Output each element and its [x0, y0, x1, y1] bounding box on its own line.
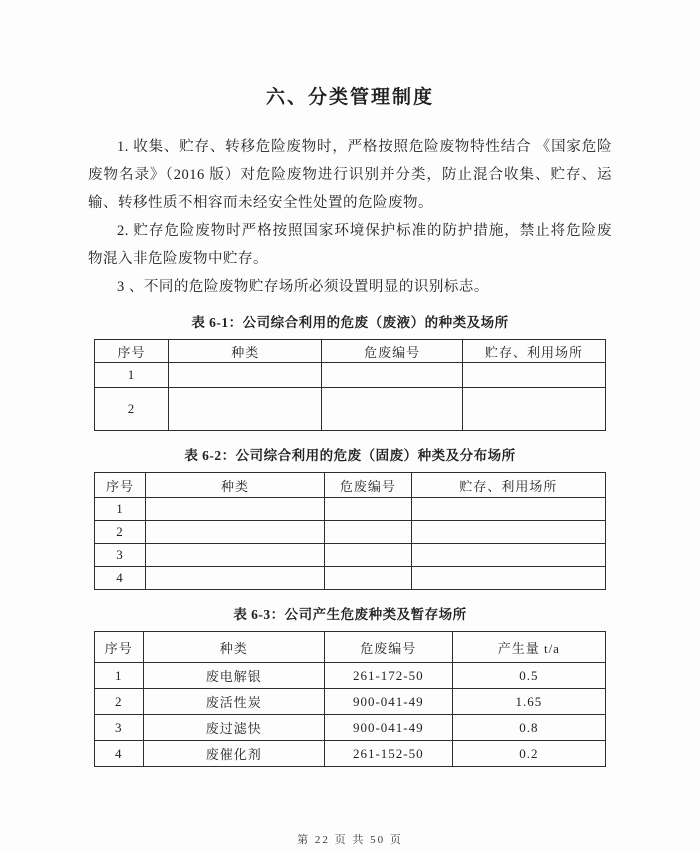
table-cell: 900-041-49: [324, 689, 452, 715]
table-cell: 1: [95, 363, 169, 388]
table-6-3-caption: 表 6-3：公司产生危废种类及暂存场所: [233, 607, 467, 622]
table-6-1-caption: 表 6-1：公司综合利用的危废（废液）的种类及场所: [191, 315, 509, 330]
table-6-1: [94, 339, 606, 431]
table-cell: [411, 567, 605, 590]
page-number: 第 22 页 共 50 页: [297, 834, 403, 846]
table-row: [95, 663, 606, 689]
table-cell: 2: [95, 521, 146, 544]
table-cell: 1.65: [452, 689, 605, 715]
table-cell: 0.8: [452, 715, 605, 741]
column-header: 种类: [169, 340, 322, 363]
column-header: 危废编号: [324, 632, 452, 663]
column-header: 危废编号: [322, 340, 463, 363]
table-cell: 2: [95, 388, 169, 431]
column-header: 危废编号: [324, 473, 411, 498]
table-cell: 3: [95, 544, 146, 567]
table-cell: 1: [95, 498, 146, 521]
paragraph-3: 3 、不同的危险废物贮存场所必须设置明显的识别标志。: [117, 279, 489, 295]
table-6-3: [94, 631, 606, 767]
table-row: [95, 544, 606, 567]
table-row: [95, 715, 606, 741]
table-cell: [462, 388, 605, 431]
table-cell: [411, 498, 605, 521]
paragraph-1: 1. 收集、贮存、转移危险废物时，严格按照危险废物特性结合 《国家危险废物名录》（2016 版）对危险废物进行识别并分类，防止混合收集、贮存、运输、转移性质不相容而未经安全性处置的危险废物。: [88, 139, 612, 211]
table-cell: [146, 498, 325, 521]
table-6-2: [94, 472, 606, 590]
table-cell: [324, 498, 411, 521]
column-header: 序号: [95, 473, 146, 498]
table-cell: 0.5: [452, 663, 605, 689]
table-header-row: [95, 473, 606, 498]
table-cell: 900-041-49: [324, 715, 452, 741]
column-header: 序号: [95, 632, 144, 663]
page-title: 六、分类管理制度: [265, 87, 434, 108]
table-cell: 4: [95, 741, 144, 767]
table-cell: 废电解银: [143, 663, 324, 689]
table-cell: 0.2: [452, 741, 605, 767]
table-row: [95, 363, 606, 388]
table-cell: [146, 544, 325, 567]
column-header: 贮存、利用场所: [462, 340, 605, 363]
table-cell: 1: [95, 663, 144, 689]
table-cell: 261-172-50: [324, 663, 452, 689]
table-cell: 废活性炭: [143, 689, 324, 715]
table-6-2-caption: 表 6-2：公司综合利用的危废（固废）种类及分布场所: [184, 448, 516, 463]
table-cell: [324, 567, 411, 590]
column-header: 贮存、利用场所: [411, 473, 605, 498]
table-cell: [322, 363, 463, 388]
table-cell: [146, 521, 325, 544]
table-cell: 4: [95, 567, 146, 590]
table-cell: 废过滤快: [143, 715, 324, 741]
table-cell: [411, 544, 605, 567]
column-header: 种类: [143, 632, 324, 663]
table-row: [95, 741, 606, 767]
table-cell: [462, 363, 605, 388]
table-row: [95, 689, 606, 715]
table-cell: [411, 521, 605, 544]
table-cell: 3: [95, 715, 144, 741]
table-cell: [324, 544, 411, 567]
table-cell: [146, 567, 325, 590]
table-row: [95, 567, 606, 590]
table-row: [95, 521, 606, 544]
column-header: 序号: [95, 340, 169, 363]
table-cell: 废催化剂: [143, 741, 324, 767]
column-header: 种类: [146, 473, 325, 498]
table-cell: [322, 388, 463, 431]
table-header-row: [95, 632, 606, 663]
table-cell: [169, 363, 322, 388]
paragraph-2: 2. 贮存危险废物时严格按照国家环境保护标准的防护措施，禁止将危险废物混入非危险废物中贮存。: [88, 223, 612, 267]
table-row: [95, 388, 606, 431]
table-cell: [169, 388, 322, 431]
table-cell: 2: [95, 689, 144, 715]
table-row: [95, 498, 606, 521]
table-cell: 261-152-50: [324, 741, 452, 767]
table-cell: [324, 521, 411, 544]
column-header: 产生量 t/a: [452, 632, 605, 663]
table-header-row: [95, 340, 606, 363]
